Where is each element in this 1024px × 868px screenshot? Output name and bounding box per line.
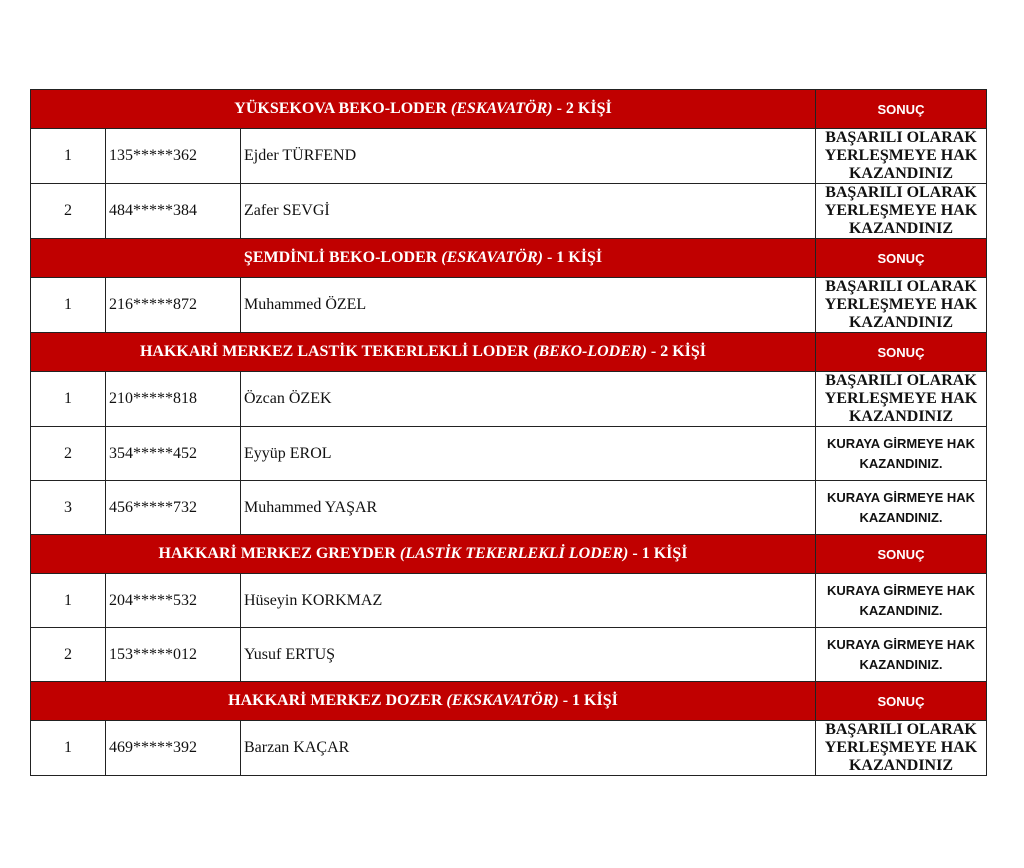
result-status: BAŞARILI OLARAK YERLEŞMEYE HAK KAZANDINIZ xyxy=(816,129,987,184)
person-name: Zafer SEVGİ xyxy=(241,184,816,239)
section-header xyxy=(31,682,987,721)
section-title-category: (ESKAVATÖR) xyxy=(450,100,553,117)
section-title-count: - 1 KİŞİ xyxy=(628,545,688,562)
masked-id: 135*****362 xyxy=(106,129,241,184)
section-title-category: (ESKAVATÖR) xyxy=(441,249,543,266)
table-row xyxy=(31,372,987,427)
section-title-main: ŞEMDİNLİ BEKO-LODER xyxy=(243,249,442,266)
row-number: 2 xyxy=(31,427,106,481)
row-number: 1 xyxy=(31,721,106,776)
table-row xyxy=(31,129,987,184)
masked-id: 204*****532 xyxy=(106,574,241,628)
row-number: 1 xyxy=(31,372,106,427)
result-status: BAŞARILI OLARAK YERLEŞMEYE HAK KAZANDINIZ xyxy=(816,184,987,239)
masked-id: 216*****872 xyxy=(106,278,241,333)
row-number: 2 xyxy=(31,184,106,239)
section-title xyxy=(31,90,816,129)
person-name: Özcan ÖZEK xyxy=(241,372,816,427)
section-title-category: (LASTİK TEKERLEKLİ LODER) xyxy=(399,545,629,562)
section-title-main: HAKKARİ MERKEZ DOZER xyxy=(228,692,447,709)
section-header xyxy=(31,90,987,129)
person-name: Ejder TÜRFEND xyxy=(241,129,816,184)
section-title-count: - 2 KİŞİ xyxy=(646,343,707,360)
result-column-header: SONUÇ xyxy=(816,535,987,574)
section-title-main: HAKKARİ MERKEZ LASTİK TEKERLEKLİ LODER xyxy=(139,343,534,360)
table-row xyxy=(31,481,987,535)
table-row xyxy=(31,184,987,239)
section-title-count: - 2 KİŞİ xyxy=(552,100,612,117)
result-column-header: SONUÇ xyxy=(816,90,987,129)
section-title xyxy=(31,682,816,721)
table-row xyxy=(31,721,987,776)
section-title-main: HAKKARİ MERKEZ GREYDER xyxy=(158,545,400,562)
results-table xyxy=(30,89,987,776)
masked-id: 469*****392 xyxy=(106,721,241,776)
row-number: 3 xyxy=(31,481,106,535)
result-status: BAŞARILI OLARAK YERLEŞMEYE HAK KAZANDINIZ xyxy=(816,721,987,776)
person-name: Yusuf ERTUŞ xyxy=(241,628,816,682)
masked-id: 210*****818 xyxy=(106,372,241,427)
result-status: BAŞARILI OLARAK YERLEŞMEYE HAK KAZANDINIZ xyxy=(816,372,987,427)
table-row xyxy=(31,628,987,682)
row-number: 1 xyxy=(31,278,106,333)
section-title-category: (EKSKAVATÖR) xyxy=(446,692,559,709)
result-status: KURAYA GİRMEYE HAK KAZANDINIZ. xyxy=(816,481,987,535)
person-name: Hüseyin KORKMAZ xyxy=(241,574,816,628)
section-title-main: YÜKSEKOVA BEKO-LODER xyxy=(234,100,451,117)
result-column-header: SONUÇ xyxy=(816,333,987,372)
table-row xyxy=(31,427,987,481)
masked-id: 456*****732 xyxy=(106,481,241,535)
section-header xyxy=(31,535,987,574)
result-status: KURAYA GİRMEYE HAK KAZANDINIZ. xyxy=(816,628,987,682)
masked-id: 153*****012 xyxy=(106,628,241,682)
section-title-count: - 1 KİŞİ xyxy=(542,249,603,266)
section-header xyxy=(31,239,987,278)
row-number: 1 xyxy=(31,574,106,628)
row-number: 1 xyxy=(31,129,106,184)
result-status: KURAYA GİRMEYE HAK KAZANDINIZ. xyxy=(816,427,987,481)
section-title-category: (BEKO-LODER) xyxy=(533,343,647,360)
section-title xyxy=(31,535,816,574)
row-number: 2 xyxy=(31,628,106,682)
result-column-header: SONUÇ xyxy=(816,239,987,278)
section-title xyxy=(31,333,816,372)
section-title-count: - 1 KİŞİ xyxy=(558,692,618,709)
table-row xyxy=(31,278,987,333)
result-status: KURAYA GİRMEYE HAK KAZANDINIZ. xyxy=(816,574,987,628)
section-header xyxy=(31,333,987,372)
person-name: Barzan KAÇAR xyxy=(241,721,816,776)
person-name: Eyyüp EROL xyxy=(241,427,816,481)
person-name: Muhammed YAŞAR xyxy=(241,481,816,535)
table-row xyxy=(31,574,987,628)
section-title xyxy=(31,239,816,278)
result-column-header: SONUÇ xyxy=(816,682,987,721)
masked-id: 484*****384 xyxy=(106,184,241,239)
person-name: Muhammed ÖZEL xyxy=(241,278,816,333)
result-status: BAŞARILI OLARAK YERLEŞMEYE HAK KAZANDINIZ xyxy=(816,278,987,333)
masked-id: 354*****452 xyxy=(106,427,241,481)
